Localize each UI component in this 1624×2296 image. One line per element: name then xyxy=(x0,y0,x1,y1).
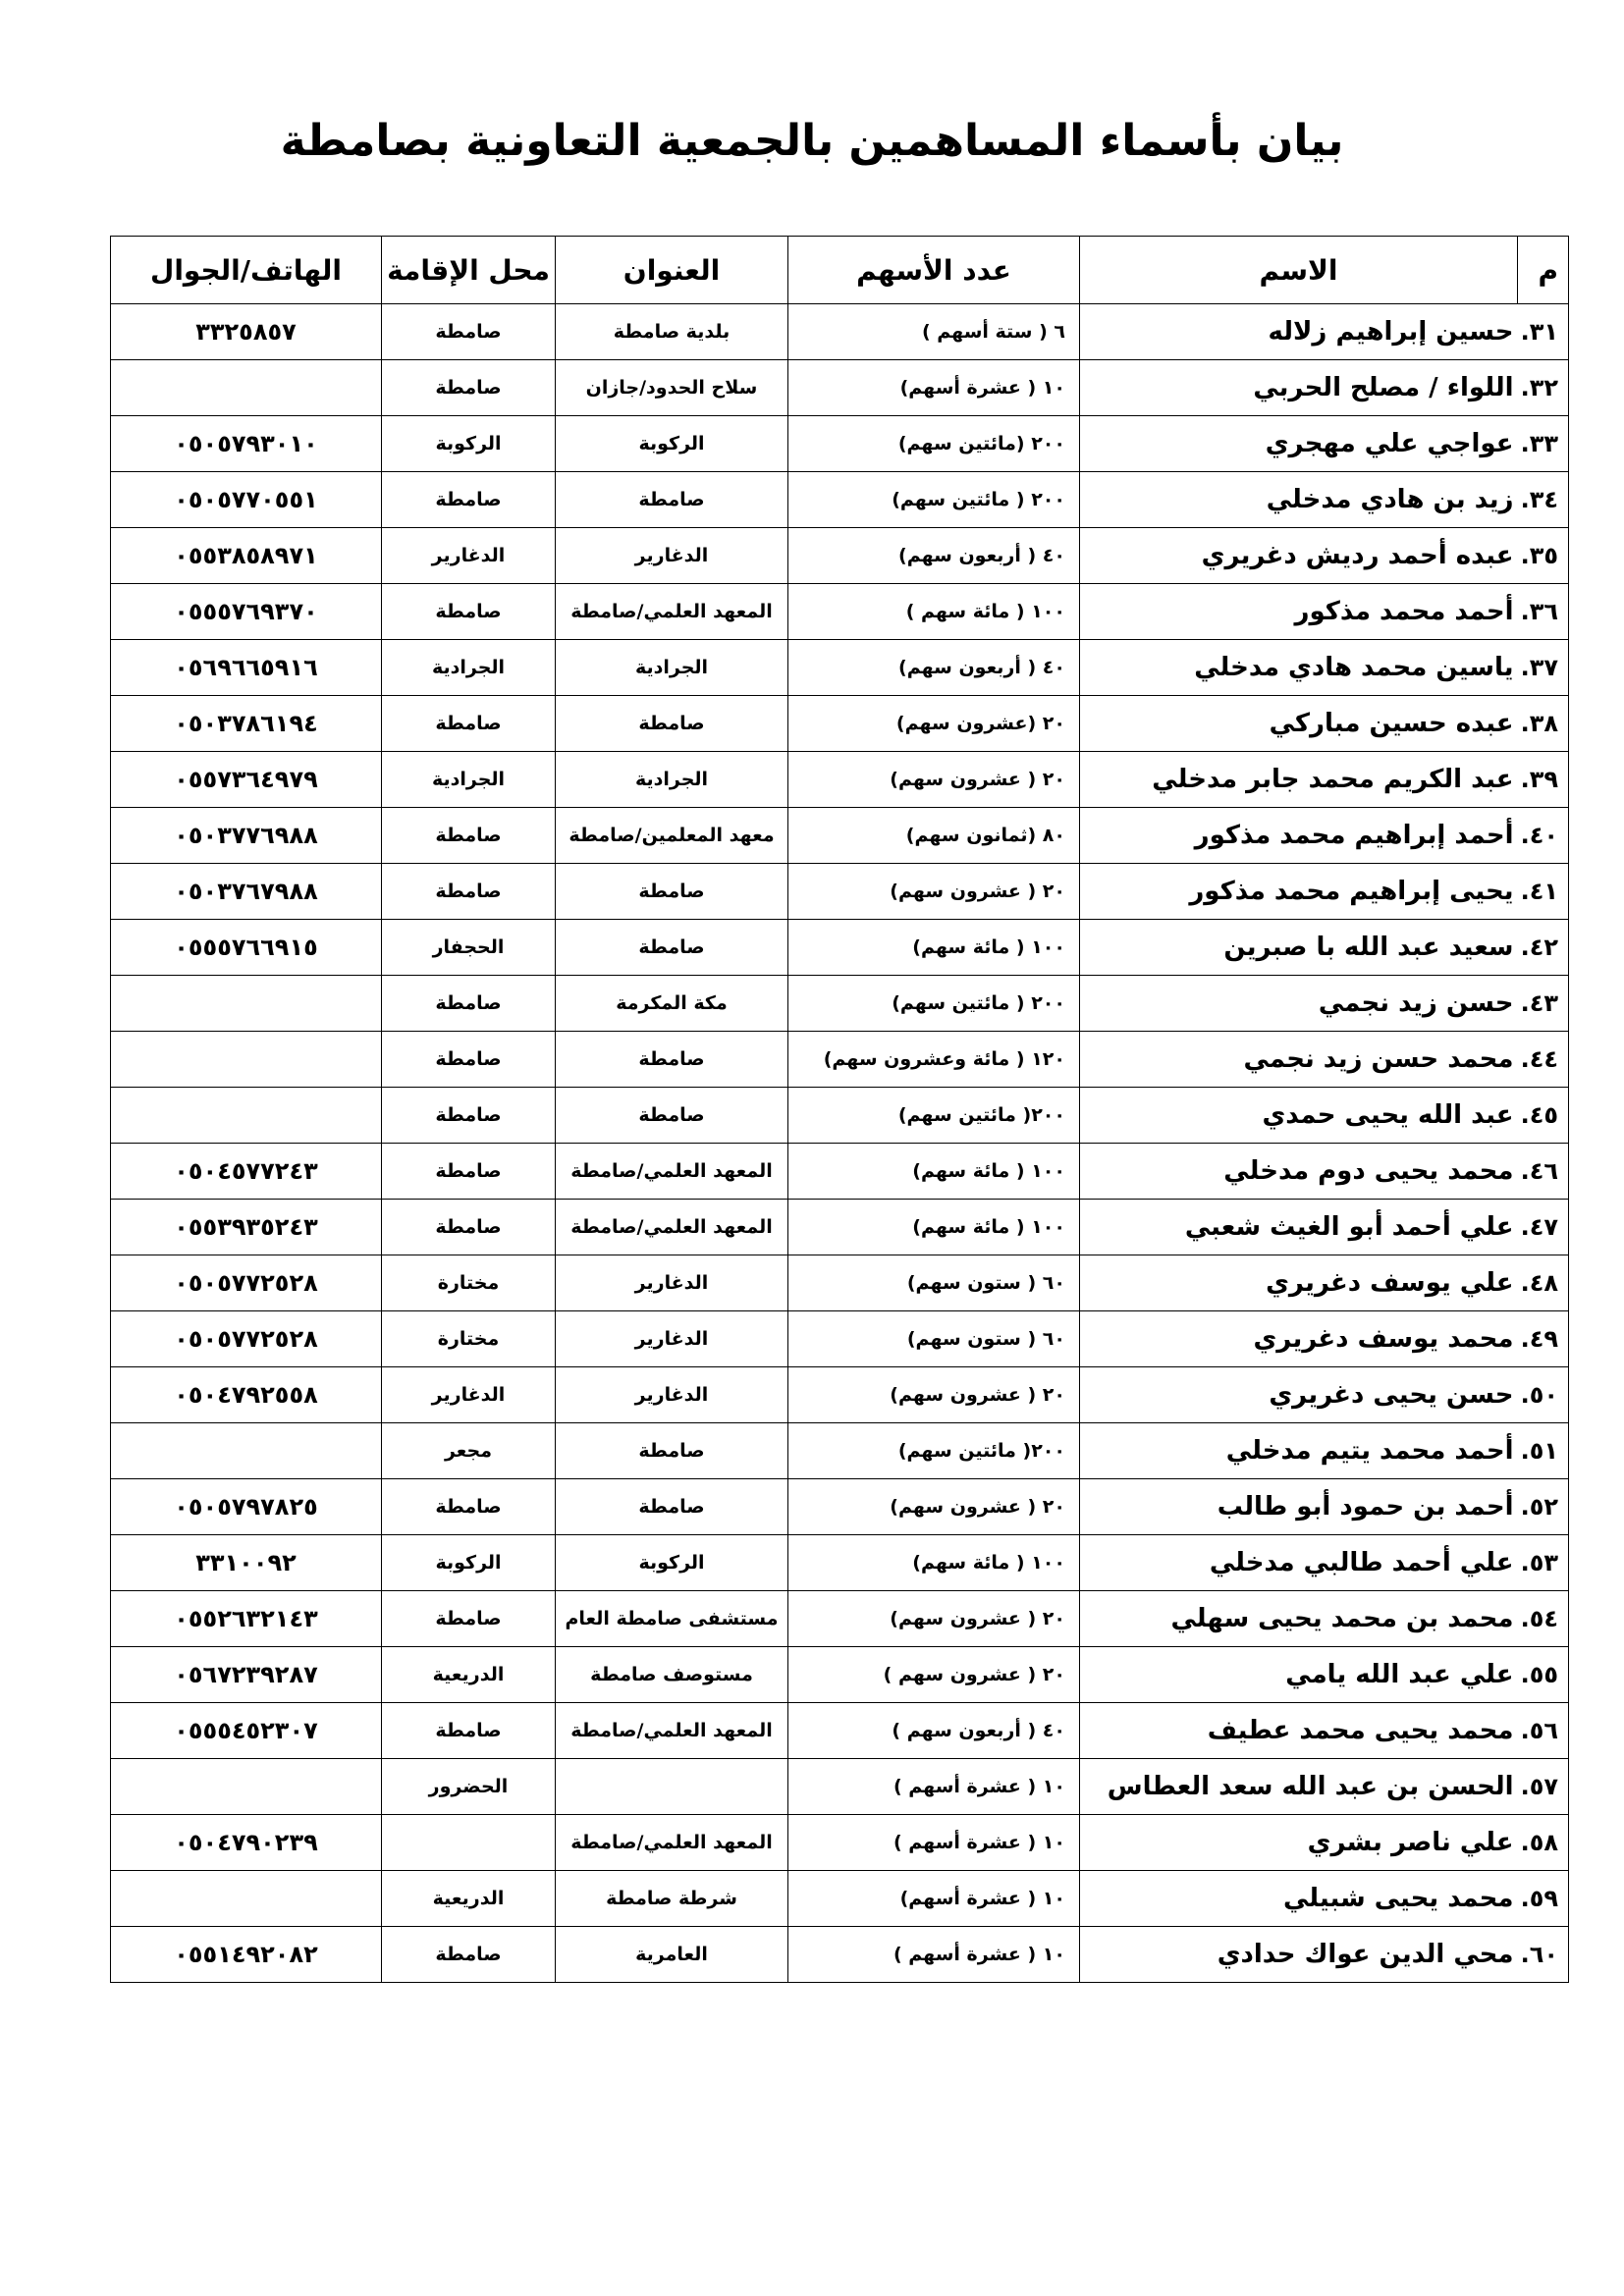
table-row xyxy=(111,1032,1569,1088)
shares-count: ١٠ ( عشرة أسهم ) xyxy=(788,1759,1080,1815)
shares-count: ١٠٠ ( مائة سهم ) xyxy=(788,584,1080,640)
shareholder-name: الحسن بن عبد الله سعد العطاس xyxy=(1080,1759,1518,1815)
phone-cell: ٠٥٥٥٤٥٢٣٠٧ xyxy=(111,1703,382,1759)
shareholder-name: علي ناصر بشري xyxy=(1080,1815,1518,1871)
row-number: ٤٣. xyxy=(1518,976,1569,1032)
row-number: ٤٢. xyxy=(1518,920,1569,976)
header-address: العنوان xyxy=(556,237,788,304)
shares-count: ٢٠٠ ( مائتين سهم) xyxy=(788,472,1080,528)
residence-cell: صامطة xyxy=(382,1591,556,1647)
shareholder-name: علي أحمد طالبي مدخلي xyxy=(1080,1535,1518,1591)
row-number: ٥٠. xyxy=(1518,1367,1569,1423)
row-number: ٣٧. xyxy=(1518,640,1569,696)
address-cell: الركوبة xyxy=(556,1535,788,1591)
table-row xyxy=(111,360,1569,416)
address-cell: صامطة xyxy=(556,472,788,528)
residence-cell: صامطة xyxy=(382,472,556,528)
table-row xyxy=(111,976,1569,1032)
address-cell: المعهد العلمي/صامطة xyxy=(556,1200,788,1255)
table-row xyxy=(111,1591,1569,1647)
row-number: ٣٣. xyxy=(1518,416,1569,472)
shareholder-name: محي الدين عواك حدادي xyxy=(1080,1927,1518,1983)
shares-count: ١٠ ( عشرة أسهم ) xyxy=(788,1815,1080,1871)
phone-cell xyxy=(111,1088,382,1144)
shareholder-name: علي يوسف دغريري xyxy=(1080,1255,1518,1311)
row-number: ٤٦. xyxy=(1518,1144,1569,1200)
residence-cell: صامطة xyxy=(382,808,556,864)
residence-cell: الجرادية xyxy=(382,640,556,696)
phone-cell xyxy=(111,976,382,1032)
table-row xyxy=(111,528,1569,584)
phone-cell xyxy=(111,1759,382,1815)
residence-cell: صامطة xyxy=(382,1032,556,1088)
page-title: بيان بأسماء المساهمين بالجمعية التعاونية بصامطة xyxy=(280,116,1344,166)
shareholder-name: علي عبد الله يامي xyxy=(1080,1647,1518,1703)
address-cell xyxy=(556,1759,788,1815)
row-number: ٤٧. xyxy=(1518,1200,1569,1255)
address-cell: المعهد العلمي/صامطة xyxy=(556,1815,788,1871)
shareholder-name: أحمد إبراهيم محمد مذكور xyxy=(1080,808,1518,864)
row-number: ٣٨. xyxy=(1518,696,1569,752)
shares-count: ٢٠ ( عشرون سهم) xyxy=(788,1591,1080,1647)
shareholder-name: حسن زيد نجمي xyxy=(1080,976,1518,1032)
shareholder-name: محمد يحيى محمد عطيف xyxy=(1080,1703,1518,1759)
address-cell: الركوبة xyxy=(556,416,788,472)
table-row xyxy=(111,1311,1569,1367)
shareholder-name: عبد الكريم محمد جابر مدخلي xyxy=(1080,752,1518,808)
residence-cell: صامطة xyxy=(382,1144,556,1200)
phone-cell: ٠٥٥٥٧٦٦٩١٥ xyxy=(111,920,382,976)
table-row xyxy=(111,1479,1569,1535)
address-cell: صامطة xyxy=(556,920,788,976)
table-row xyxy=(111,1815,1569,1871)
shares-count: ٢٠ (عشرون سهم) xyxy=(788,696,1080,752)
row-number: ٥٩. xyxy=(1518,1871,1569,1927)
row-number: ٣٩. xyxy=(1518,752,1569,808)
table-row xyxy=(111,416,1569,472)
shares-count: ٤٠ ( أربعون سهم) xyxy=(788,528,1080,584)
shareholder-name: اللواء / مصلح الحربي xyxy=(1080,360,1518,416)
phone-cell: ٠٥٠٥٧٧٠٥٥١ xyxy=(111,472,382,528)
address-cell: معهد المعلمين/صامطة xyxy=(556,808,788,864)
shares-count: ٢٠ ( عشرون سهم) xyxy=(788,864,1080,920)
header-phone: الهاتف/الجوال xyxy=(111,237,382,304)
shareholder-name: عبد الله يحيى حمدي xyxy=(1080,1088,1518,1144)
shares-count: ١٢٠ ( مائة وعشرون سهم) xyxy=(788,1032,1080,1088)
row-number: ٤٩. xyxy=(1518,1311,1569,1367)
shareholder-name: عواجي علي مهجري xyxy=(1080,416,1518,472)
residence-cell: الدريعية xyxy=(382,1647,556,1703)
residence-cell: مختارة xyxy=(382,1311,556,1367)
address-cell: الدغارير xyxy=(556,1255,788,1311)
shares-count: ٢٠٠ (مائتين سهم) xyxy=(788,416,1080,472)
address-cell: سلاح الحدود/جازان xyxy=(556,360,788,416)
shares-count: ٦٠ ( ستون سهم) xyxy=(788,1311,1080,1367)
table-row xyxy=(111,1423,1569,1479)
address-cell: الدغارير xyxy=(556,1367,788,1423)
shareholder-name: أحمد محمد مذكور xyxy=(1080,584,1518,640)
address-cell: الدغارير xyxy=(556,1311,788,1367)
row-number: ٤٨. xyxy=(1518,1255,1569,1311)
phone-cell xyxy=(111,360,382,416)
residence-cell: الدغارير xyxy=(382,1367,556,1423)
phone-cell: ٠٥٥٣٨٥٨٩٧١ xyxy=(111,528,382,584)
address-cell: شرطة صامطة xyxy=(556,1871,788,1927)
residence-cell: صامطة xyxy=(382,1703,556,1759)
shareholder-name: حسن يحيى دغريري xyxy=(1080,1367,1518,1423)
shareholder-name: سعيد عبد الله با صبرين xyxy=(1080,920,1518,976)
phone-cell: ٠٥٠٣٧٧٦٩٨٨ xyxy=(111,808,382,864)
table-row xyxy=(111,640,1569,696)
phone-cell: ٣٣٢٥٨٥٧ xyxy=(111,304,382,360)
phone-cell: ٠٥٥٣٩٣٥٢٤٣ xyxy=(111,1200,382,1255)
residence-cell: صامطة xyxy=(382,864,556,920)
shares-count: ٦ ( ستة أسهم ) xyxy=(788,304,1080,360)
shares-count: ١٠ ( عشرة أسهم ) xyxy=(788,1927,1080,1983)
address-cell: الجرادية xyxy=(556,640,788,696)
phone-cell xyxy=(111,1423,382,1479)
phone-cell: ٣٣١٠٠٩٢ xyxy=(111,1535,382,1591)
shares-count: ٢٠ ( عشرون سهم) xyxy=(788,1479,1080,1535)
phone-cell xyxy=(111,1032,382,1088)
shareholder-name: محمد بن محمد يحيى سهلي xyxy=(1080,1591,1518,1647)
table-row xyxy=(111,1144,1569,1200)
shares-count: ٢٠ ( عشرون سهم) xyxy=(788,1367,1080,1423)
residence-cell: صامطة xyxy=(382,1088,556,1144)
header-name: الاسم xyxy=(1080,237,1518,304)
residence-cell: صامطة xyxy=(382,1927,556,1983)
address-cell: صامطة xyxy=(556,696,788,752)
residence-cell: صامطة xyxy=(382,360,556,416)
row-number: ٣٤. xyxy=(1518,472,1569,528)
residence-cell: صامطة xyxy=(382,584,556,640)
row-number: ٥٥. xyxy=(1518,1647,1569,1703)
shareholder-name: عبده أحمد رديش دغريري xyxy=(1080,528,1518,584)
row-number: ٣٦. xyxy=(1518,584,1569,640)
row-number: ٥٦. xyxy=(1518,1703,1569,1759)
table-row xyxy=(111,472,1569,528)
row-number: ٤٠. xyxy=(1518,808,1569,864)
shareholder-name: أحمد محمد يتيم مدخلي xyxy=(1080,1423,1518,1479)
shares-count: ٢٠٠( مائتين سهم) xyxy=(788,1088,1080,1144)
phone-cell: ٠٥٦٩٦٦٥٩١٦ xyxy=(111,640,382,696)
phone-cell: ٠٥٥٧٣٦٤٩٧٩ xyxy=(111,752,382,808)
residence-cell: مختارة xyxy=(382,1255,556,1311)
shares-count: ١٠٠ ( مائة سهم) xyxy=(788,1535,1080,1591)
table-row xyxy=(111,1367,1569,1423)
row-number: ٥٨. xyxy=(1518,1815,1569,1871)
row-number: ٤٥. xyxy=(1518,1088,1569,1144)
shareholder-name: محمد حسن زيد نجمي xyxy=(1080,1032,1518,1088)
residence-cell: الركوبة xyxy=(382,416,556,472)
table-row xyxy=(111,920,1569,976)
residence-cell: صامطة xyxy=(382,696,556,752)
row-number: ٥٣. xyxy=(1518,1535,1569,1591)
table-row xyxy=(111,1535,1569,1591)
shares-count: ١٠ ( عشرة أسهم) xyxy=(788,1871,1080,1927)
shareholder-name: ياسين محمد هادي مدخلي xyxy=(1080,640,1518,696)
residence-cell: الحجفار xyxy=(382,920,556,976)
residence-cell: الدغارير xyxy=(382,528,556,584)
table-row xyxy=(111,304,1569,360)
header-shares: عدد الأسهم xyxy=(788,237,1080,304)
shares-count: ١٠ ( عشرة أسهم) xyxy=(788,360,1080,416)
row-number: ٤١. xyxy=(1518,864,1569,920)
table-row xyxy=(111,1088,1569,1144)
address-cell: صامطة xyxy=(556,1032,788,1088)
address-cell: الجرادية xyxy=(556,752,788,808)
shares-count: ٢٠٠( مائتين سهم) xyxy=(788,1423,1080,1479)
row-number: ٤٤. xyxy=(1518,1032,1569,1088)
phone-cell: ٠٥٦٧٢٣٩٢٨٧ xyxy=(111,1647,382,1703)
shares-count: ٢٠ ( عشرون سهم) xyxy=(788,752,1080,808)
shareholders-table xyxy=(110,236,1569,1983)
address-cell: مستشفى صامطة العام xyxy=(556,1591,788,1647)
shares-count: ٢٠٠ ( مائتين سهم) xyxy=(788,976,1080,1032)
table-row xyxy=(111,1759,1569,1815)
shareholder-name: أحمد بن حمود أبو طالب xyxy=(1080,1479,1518,1535)
table-row xyxy=(111,1255,1569,1311)
row-number: ٦٠. xyxy=(1518,1927,1569,1983)
phone-cell: ٠٥٠٤٥٧٧٢٤٣ xyxy=(111,1144,382,1200)
address-cell: صامطة xyxy=(556,1088,788,1144)
table-row xyxy=(111,1703,1569,1759)
residence-cell: الركوبة xyxy=(382,1535,556,1591)
row-number: ٥٤. xyxy=(1518,1591,1569,1647)
shareholder-name: محمد يوسف دغريري xyxy=(1080,1311,1518,1367)
residence-cell: صامطة xyxy=(382,304,556,360)
phone-cell: ٠٥٥٢٦٣٢١٤٣ xyxy=(111,1591,382,1647)
address-cell: بلدية صامطة xyxy=(556,304,788,360)
shares-count: ٤٠ ( أربعون سهم) xyxy=(788,640,1080,696)
shareholder-name: زيد بن هادي مدخلي xyxy=(1080,472,1518,528)
phone-cell: ٠٥٠٤٧٩٠٢٣٩ xyxy=(111,1815,382,1871)
shareholder-name: محمد يحيى شبيلي xyxy=(1080,1871,1518,1927)
table-row xyxy=(111,1871,1569,1927)
phone-cell: ٠٥٠٥٧٩٧٨٢٥ xyxy=(111,1479,382,1535)
phone-cell: ٠٥٠٥٧٧٢٥٢٨ xyxy=(111,1255,382,1311)
residence-cell: الجرادية xyxy=(382,752,556,808)
residence-cell: الدريعية xyxy=(382,1871,556,1927)
address-cell: صامطة xyxy=(556,1479,788,1535)
phone-cell: ٠٥٥٥٧٦٩٣٧٠ xyxy=(111,584,382,640)
phone-cell: ٠٥٠٥٧٩٣٠١٠ xyxy=(111,416,382,472)
shareholder-name: عبده حسين مباركي xyxy=(1080,696,1518,752)
shares-count: ٤٠ ( أربعون سهم ) xyxy=(788,1703,1080,1759)
phone-cell: ٠٥٠٣٧٦٧٩٨٨ xyxy=(111,864,382,920)
table-row xyxy=(111,752,1569,808)
residence-cell: صامطة xyxy=(382,976,556,1032)
shareholder-name: يحيى إبراهيم محمد مذكور xyxy=(1080,864,1518,920)
table-header-row xyxy=(111,237,1569,304)
table-row xyxy=(111,1200,1569,1255)
shares-count: ١٠٠ ( مائة سهم) xyxy=(788,1200,1080,1255)
residence-cell: الحضرور xyxy=(382,1759,556,1815)
address-cell: المعهد العلمي/صامطة xyxy=(556,584,788,640)
address-cell: صامطة xyxy=(556,1423,788,1479)
shareholder-name: علي أحمد أبو الغيث شعبي xyxy=(1080,1200,1518,1255)
row-number: ٣٢. xyxy=(1518,360,1569,416)
table-row xyxy=(111,1647,1569,1703)
address-cell: العامرية xyxy=(556,1927,788,1983)
shares-count: ٢٠ ( عشرون سهم ) xyxy=(788,1647,1080,1703)
residence-cell: صامطة xyxy=(382,1200,556,1255)
address-cell: صامطة xyxy=(556,864,788,920)
residence-cell xyxy=(382,1815,556,1871)
shareholder-name: محمد يحيى دوم مدخلي xyxy=(1080,1144,1518,1200)
table-row xyxy=(111,696,1569,752)
row-number: ٣٥. xyxy=(1518,528,1569,584)
address-cell: المعهد العلمي/صامطة xyxy=(556,1703,788,1759)
shareholder-name: حسين إبراهيم زلاله xyxy=(1080,304,1518,360)
phone-cell: ٠٥٥١٤٩٢٠٨٢ xyxy=(111,1927,382,1983)
address-cell: الدغارير xyxy=(556,528,788,584)
row-number: ٥١. xyxy=(1518,1423,1569,1479)
phone-cell: ٠٥٠٣٧٨٦١٩٤ xyxy=(111,696,382,752)
phone-cell: ٠٥٠٤٧٩٢٥٥٨ xyxy=(111,1367,382,1423)
header-residence: محل الإقامة xyxy=(382,237,556,304)
phone-cell xyxy=(111,1871,382,1927)
address-cell: المعهد العلمي/صامطة xyxy=(556,1144,788,1200)
phone-cell: ٠٥٠٥٧٧٢٥٢٨ xyxy=(111,1311,382,1367)
table-row xyxy=(111,808,1569,864)
shares-count: ٨٠ (ثمانون سهم) xyxy=(788,808,1080,864)
shares-count: ٦٠ ( ستون سهم) xyxy=(788,1255,1080,1311)
residence-cell: مجعر xyxy=(382,1423,556,1479)
table-row xyxy=(111,1927,1569,1983)
residence-cell: صامطة xyxy=(382,1479,556,1535)
row-number: ٥٢. xyxy=(1518,1479,1569,1535)
address-cell: مكة المكرمة xyxy=(556,976,788,1032)
header-number: م xyxy=(1518,237,1569,304)
table-row xyxy=(111,864,1569,920)
row-number: ٣١. xyxy=(1518,304,1569,360)
address-cell: مستوصف صامطة xyxy=(556,1647,788,1703)
shares-count: ١٠٠ ( مائة سهم) xyxy=(788,1144,1080,1200)
row-number: ٥٧. xyxy=(1518,1759,1569,1815)
table-row xyxy=(111,584,1569,640)
shares-count: ١٠٠ ( مائة سهم) xyxy=(788,920,1080,976)
